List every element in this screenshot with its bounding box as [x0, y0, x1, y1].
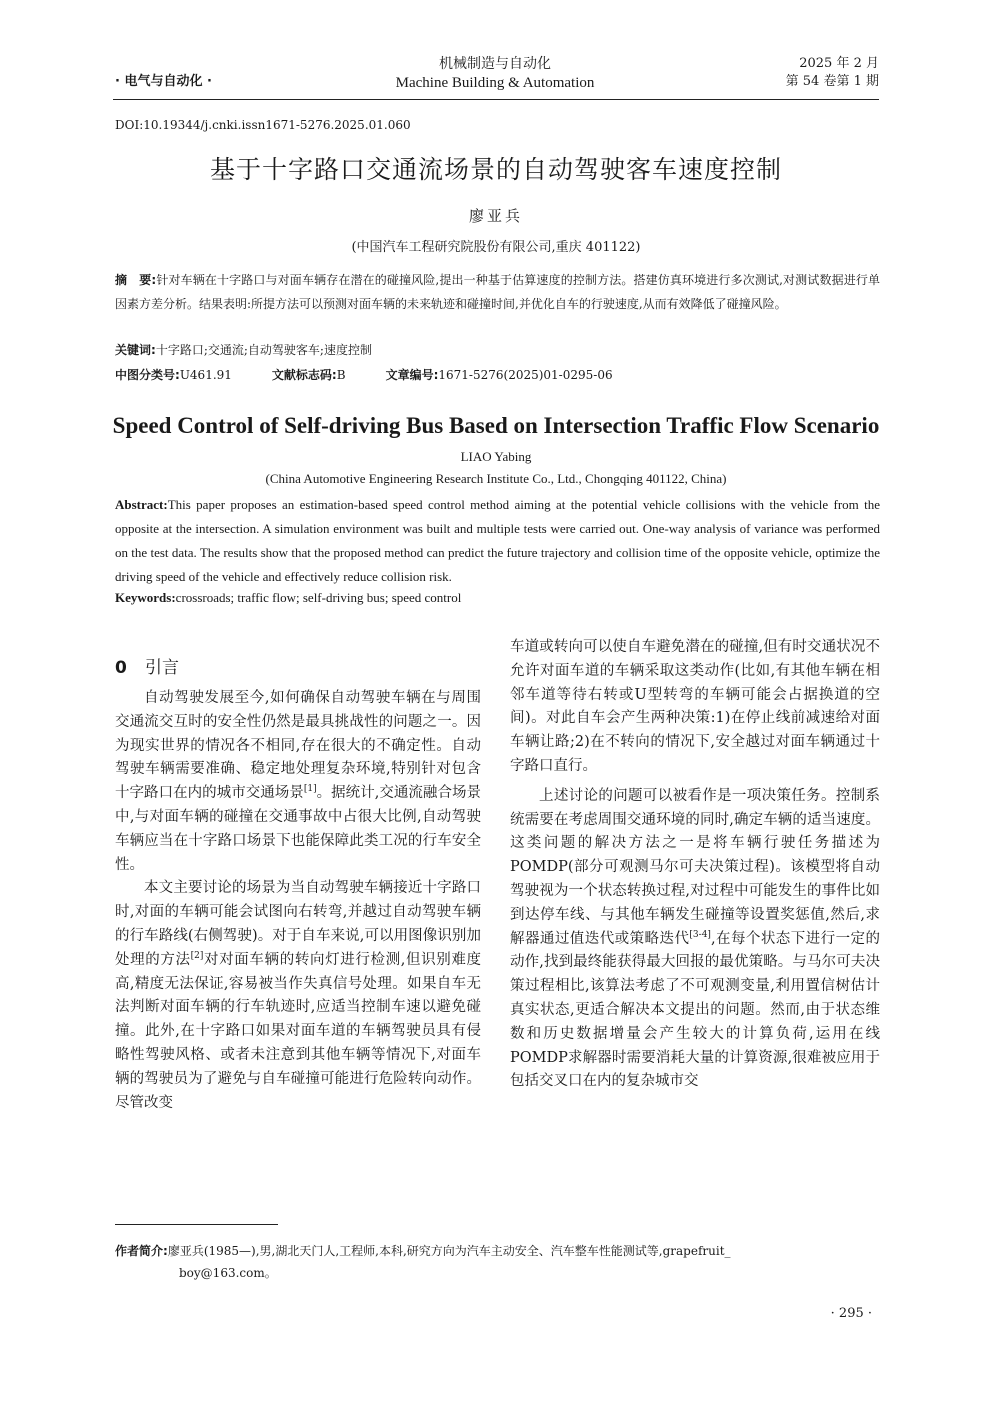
issue-volume: 第 54 卷第 1 期: [785, 74, 879, 89]
doc-code-value: B: [336, 368, 346, 382]
keywords-en: [115, 590, 461, 606]
paper-title-cn: 基于十字路口交通流场景的自动驾驶客车速度控制: [209, 155, 782, 184]
author-footnote: [115, 1240, 885, 1284]
clc-value: U461.91: [179, 368, 232, 382]
paper-title-en: Speed Control of Self-driving Bus Based on Intersection Traffic Flow Scenario: [112, 413, 880, 438]
footnote-email: boy@163.com。: [179, 1266, 277, 1280]
body-column-right: [510, 636, 880, 1094]
keywords-cn-text: 十字路口;交通流;自动驾驶客车;速度控制: [155, 343, 372, 357]
abstract-cn-label: 摘 要:: [115, 273, 157, 287]
section-number: 0: [115, 658, 127, 678]
page-number: · 295 ·: [830, 1306, 872, 1321]
affiliation-en: (China Automotive Engineering Research Institute Co., Ltd., Chongqing 401122, China): [265, 471, 727, 486]
paragraph: [510, 785, 880, 1094]
keywords-en-label: Keywords:: [115, 590, 176, 605]
paragraph-text: 自动驾驶发展至今,如何确保自动驾驶车辆在与周围交通流交互时的安全性仍然是最具挑战性的问题之一。因为现实世界的情况各不相同,存在很大的不确定性。自动驾驶车辆需要准确、稳定地处理复杂环境,特别针对包含十字路口在内的城市交通场景: [115, 690, 481, 802]
paragraph: [115, 687, 481, 877]
abstract-en-text: This paper proposes an estimation-based speed control method aiming at the potential vehicle collisions with the vehicle from the opposite at the intersection. A simulation environment was built and multiple tests were carried out. One-way analysis of variance was performed on the test data. The results show that the proposed method can predict the future trajectory and collision time of the opposite vehicle, optimize the driving speed of the vehicle and effectively reduce collision risk.: [115, 497, 880, 584]
header-rule: [113, 99, 879, 100]
abstract-en-label: Abstract:: [115, 497, 168, 512]
clc-label: 中图分类号:: [115, 368, 180, 382]
keywords-cn: [115, 341, 372, 358]
issue-info: [786, 55, 879, 91]
paragraph-text: 对对面车辆的转向灯进行检测,但识别难度高,精度无法保证,容易被当作失真信号处理。如果自车无法判断对面车辆的行车轨迹时,应适当控制车速以避免碰撞。此外,在十字路口如果对面车道的车辆驾驶员具有侵略性驾驶风格、或者未注意到其他车辆等情况下,对面车辆的驾驶员为了避免与自车碰撞可能进行危险转向动作。尽管改变: [115, 951, 482, 1111]
author-en: LIAO Yabing: [460, 449, 532, 464]
article-no-label: 文章编号:: [385, 368, 439, 382]
issue-date: 2025 年 2 月: [799, 56, 879, 71]
abstract-cn-text: 针对车辆在十字路口与对面车辆存在潜在的碰撞风险,提出一种基于估算速度的控制方法。搭建仿真环境进行多次测试,对测试数据进行单因素方差分析。结果表明:所提方法可以预测对面车辆的未来轨迹和碰撞时间,并优化自车的行驶速度,从而有效降低了碰撞风险。: [115, 273, 880, 311]
citation: [3-4]: [689, 929, 711, 940]
journal-name-en: Machine Building & Automation: [395, 75, 595, 91]
author-cn: 廖亚兵: [468, 207, 523, 225]
footnote-label: 作者简介:: [115, 1244, 168, 1258]
section-heading-intro: [115, 653, 179, 678]
body-column-left: [115, 687, 481, 1115]
journal-name-cn: 机械制造与自动化: [439, 56, 551, 72]
keywords-cn-label: 关键词:: [115, 343, 156, 357]
paragraph: [115, 877, 481, 1115]
citation: [1]: [303, 784, 317, 795]
footnote-rule: [115, 1224, 278, 1225]
paragraph: 车道或转向可以使自车避免潜在的碰撞,但有时交通状况不允许对面车道的车辆采取这类动作(比如,有其他车辆在相邻车道等待右转或U型转弯的车辆可能会占据换道的空间)。对此自车会产生两种决策:1)在停止线前减速给对面车辆让路;2)在不转向的情况下,安全越过对面车辆通过十字路口直行。: [510, 639, 880, 774]
paragraph-text: 本文主要讨论的场景为当自动驾驶车辆接近十字路口时,对面的车辆可能会试图向右转弯,并越过自动驾驶车辆的行车路线(右侧驾驶)。对于自车来说,可以用图像识别加处理的方法: [115, 880, 481, 968]
classification-line: [115, 366, 613, 383]
paragraph-text: 上述讨论的问题可以被看作是一项决策任务。控制系统需要在考虑周围交通环境的同时,确定车辆的适当速度。这类问题的解决方法之一是将车辆行驶任务描述为POMDP(部分可观测马尔可夫决策过程)。该模型将自动驾驶视为一个状态转换过程,对过程中可能发生的事件比如到达停车线、与其他车辆发生碰撞等设置奖惩值,然后,求解器通过值迭代或策略迭代: [510, 787, 880, 947]
affiliation-cn: (中国汽车工程研究院股份有限公司,重庆 401122): [351, 240, 641, 255]
journal-name: [330, 55, 660, 93]
doi: DOI:10.19344/j.cnki.issn1671-5276.2025.01.060: [115, 118, 411, 132]
section-title: 引言: [145, 658, 179, 678]
footnote-text: 廖亚兵(1985—),男,湖北天门人,工程师,本科,研究方向为汽车主动安全、汽车整车性能测试等,grapefruit_: [167, 1244, 731, 1258]
paragraph-text: ,在每个状态下进行一定的动作,找到最终能获得最大回报的最优策略。与马尔可夫决策过程相比,该算法考虑了不可观测变量,利用置信树估计真实状态,更适合解决本文提出的问题。然而,由于状态维数和历史数据增量会产生较大的计算负荷,运用在线POMDP求解器时需要消耗大量的计算资源,很难被应用于包括交叉口在内的复杂城市交: [510, 930, 881, 1090]
citation: [2]: [190, 950, 204, 961]
paragraph-text: 。据统计,交通流融合场景中,与对面车辆的碰撞在交通事故中占很大比例,自动驾驶车辆应当在十字路口场景下也能保障此类工况的行车安全性。: [115, 785, 482, 873]
abstract-cn: [115, 268, 880, 316]
article-no-value: 1671-5276(2025)01-0295-06: [438, 368, 613, 382]
abstract-en: [115, 493, 880, 589]
keywords-en-text: crossroads; traffic flow; self-driving bus; speed control: [175, 590, 462, 605]
doc-code-label: 文献标志码:: [271, 368, 337, 382]
section-tag: · 电气与自动化 ·: [115, 74, 212, 89]
